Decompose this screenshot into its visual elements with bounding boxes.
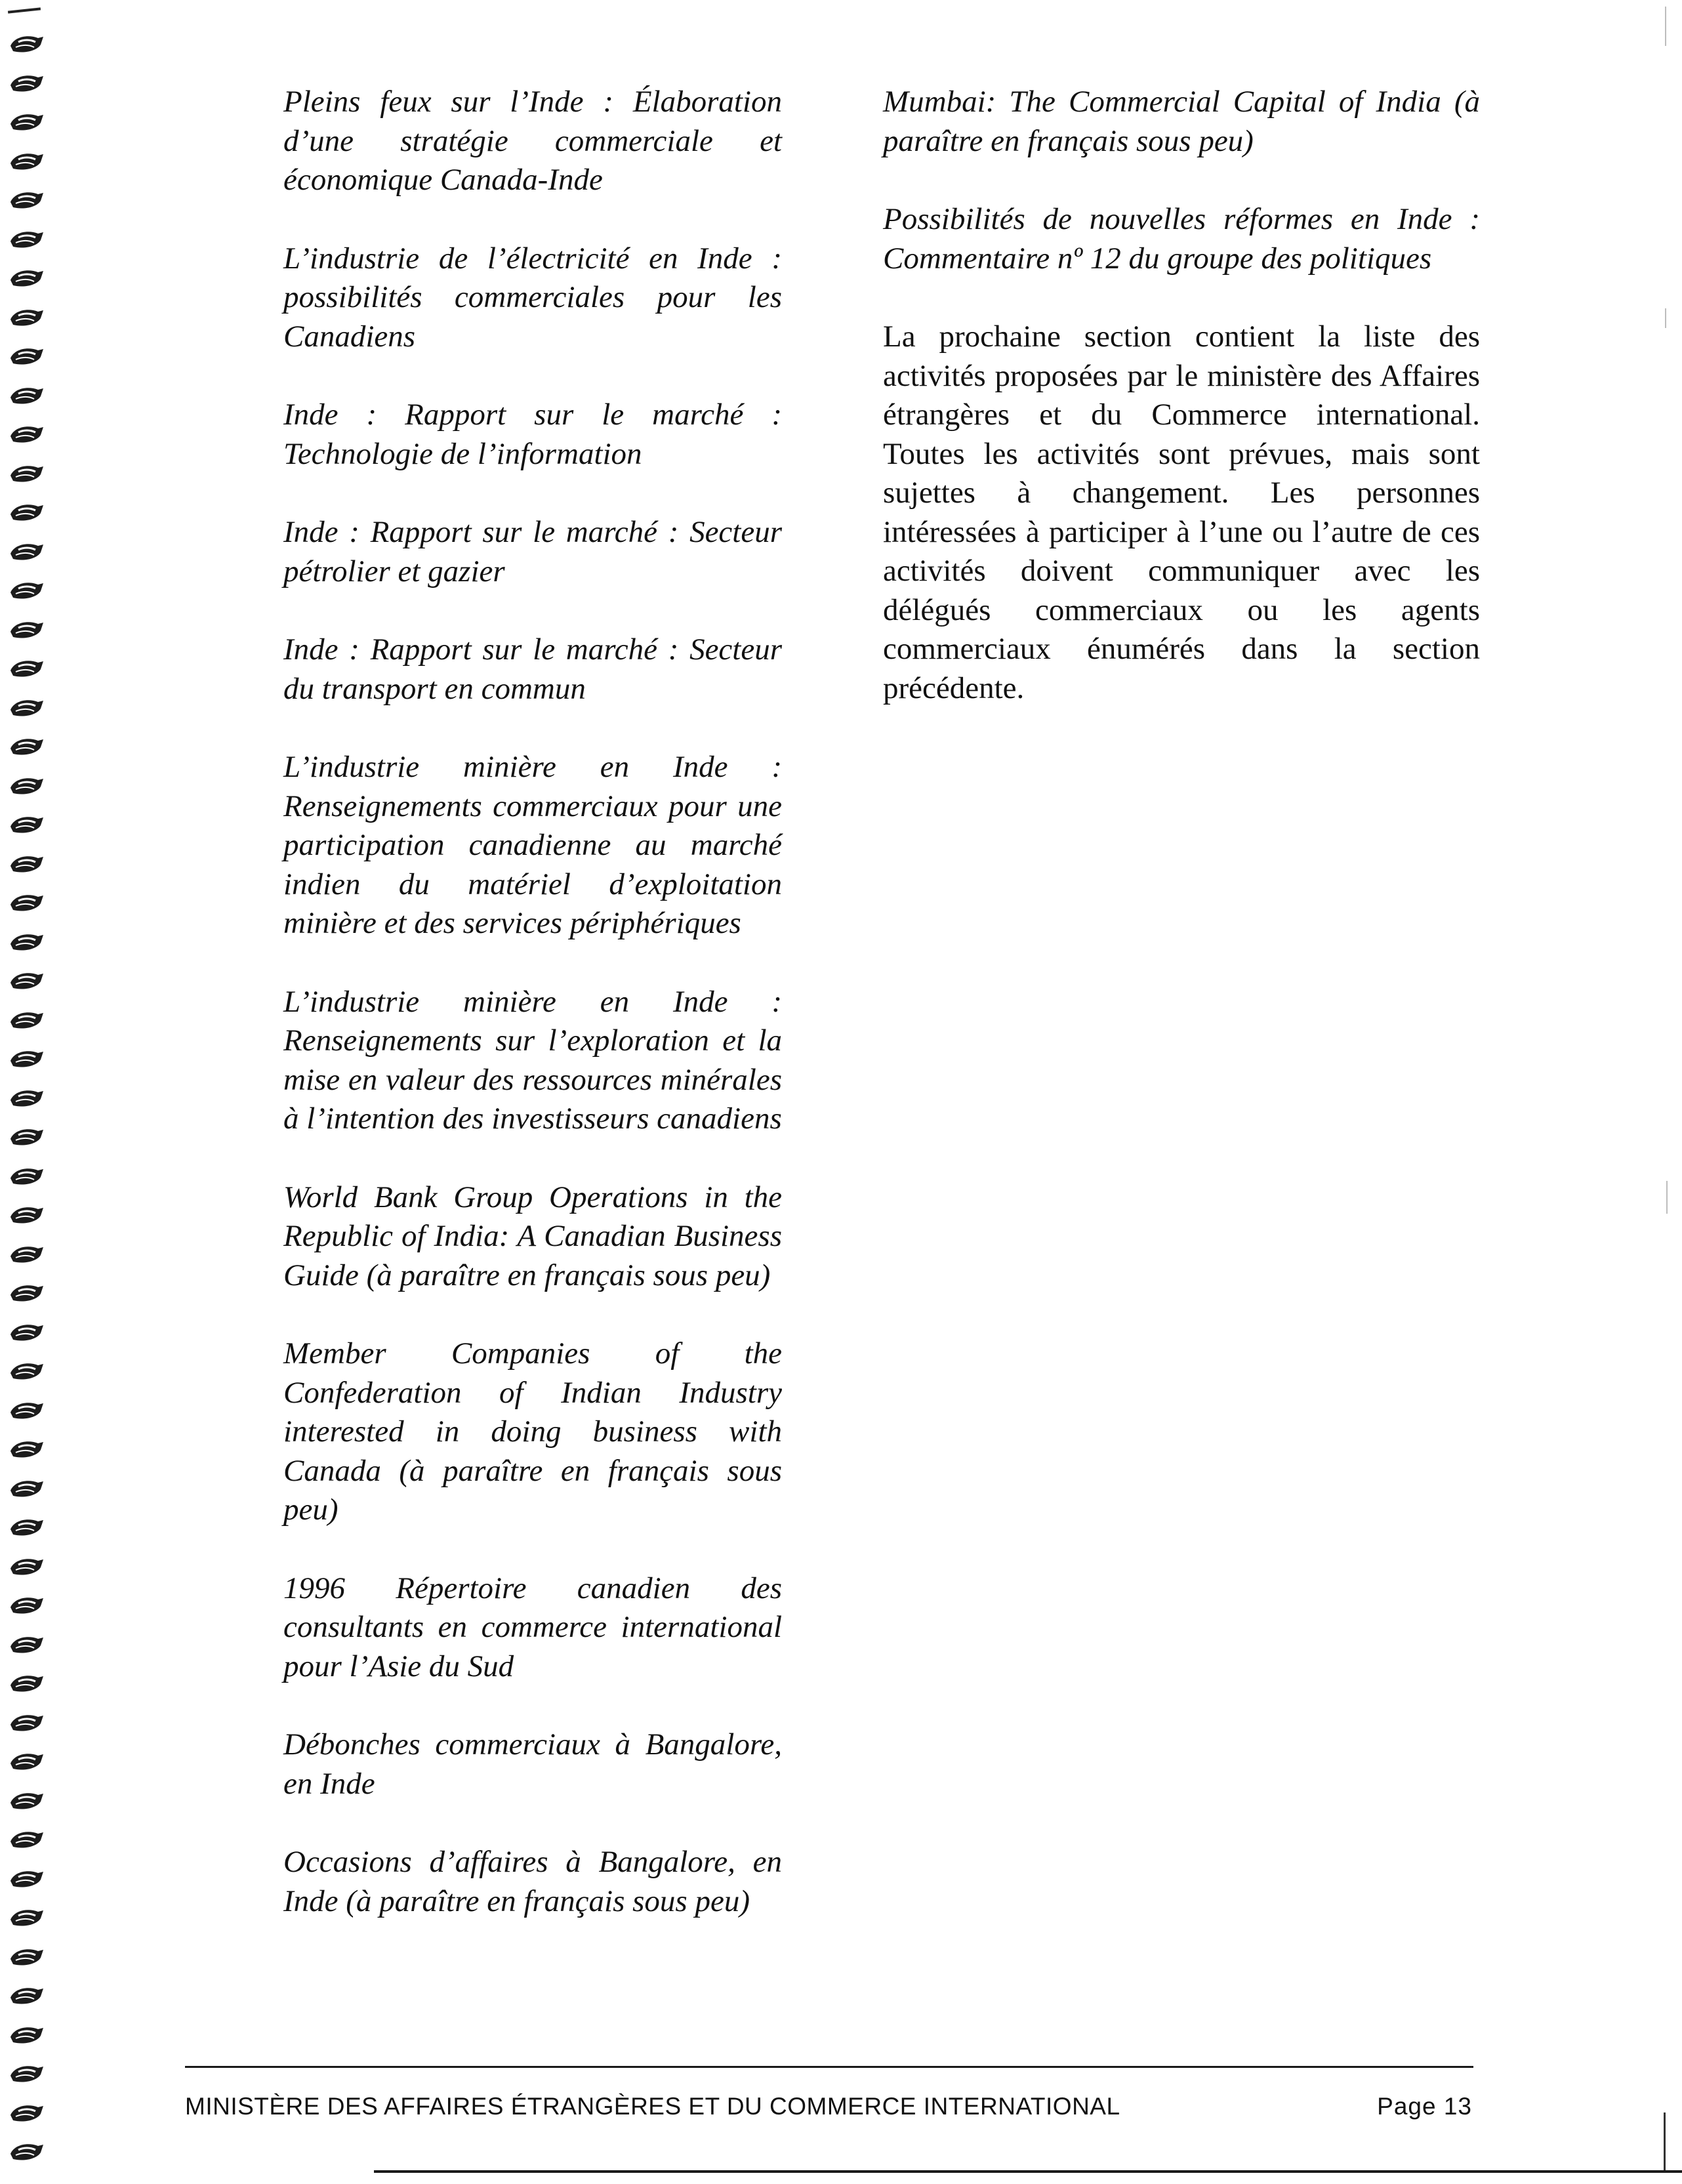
binding-coil	[8, 1710, 47, 1737]
publication-title: L’industrie de l’électricité en Inde : possibilités commerciales pour les Canadiens	[283, 241, 782, 354]
binding-coil	[8, 890, 47, 917]
binding-coil	[8, 422, 47, 448]
binding-coil	[8, 1945, 47, 1971]
binding-coil	[8, 383, 47, 409]
publication-title: Inde : Rapport sur le marché : Technologie de l’information	[283, 398, 782, 471]
binding-coil	[8, 71, 47, 97]
edge-mark	[1664, 2112, 1666, 2172]
binding-coil	[8, 1242, 47, 1268]
publication-title: Pleins feux sur l’Inde : Élaboration d’une stratégie commerciale et économique Canada-Inde	[283, 85, 782, 197]
binding-coil	[8, 1515, 47, 1541]
binding-coil	[8, 266, 47, 292]
binding-coil	[8, 2061, 47, 2088]
binding-coil	[8, 1749, 47, 1775]
publication-title: Inde : Rapport sur le marché : Secteur pétrolier et gazier	[283, 515, 782, 588]
binding-coil	[8, 1203, 47, 1229]
binding-coil	[8, 1593, 47, 1619]
binding-coil	[8, 1046, 47, 1073]
binding-coil	[8, 227, 47, 253]
binding-coil	[8, 1398, 47, 1424]
binding-coil	[8, 1554, 47, 1580]
binding-coil	[8, 2023, 47, 2049]
edge-mark	[1665, 7, 1666, 46]
binding-coil	[8, 734, 47, 760]
binding-coil	[8, 656, 47, 682]
publication-title: World Bank Group Operations in the Republic of India: A Canadian Business Guide (à paraître en français sous peu)	[283, 1180, 782, 1292]
binding-coil	[8, 1905, 47, 1931]
binding-coil	[8, 578, 47, 604]
binding-coil	[8, 461, 47, 487]
binding-coil	[8, 305, 47, 331]
edge-mark	[1665, 308, 1666, 328]
binding-coil	[8, 1086, 47, 1112]
binding-coil	[8, 1437, 47, 1463]
publication-title: Possibilités de nouvelles réformes en Inde : Commentaire nº 12 du groupe des politiques	[883, 202, 1480, 276]
binding-coil	[8, 539, 47, 566]
page-bottom-edge	[374, 2170, 1682, 2173]
binding-coil	[8, 852, 47, 878]
binding-coil	[8, 968, 47, 995]
next-section-paragraph: La prochaine section contient la liste des activités proposées par le ministère des Affaires étrangères et du Commerce international. Toutes les activités sont prévues, mais sont sujettes à changement. Les personnes intéressées à participer à l’une ou l’autre de ces activités doivent communiquer avec les délégués commerciaux ou les agents commerciaux énumérés dans la section précédente.	[883, 319, 1480, 705]
binding-coil	[8, 1671, 47, 1697]
right-column	[883, 83, 1480, 708]
publication-title: Débonches commerciaux à Bangalore, en Inde	[283, 1727, 782, 1801]
publication-title: Inde : Rapport sur le marché : Secteur du transport en commun	[283, 632, 782, 706]
publication-title: Occasions d’affaires à Bangalore, en Inde (à paraître en français sous peu)	[283, 1845, 782, 1918]
binding-coil	[8, 1359, 47, 1385]
binding-coil	[8, 1476, 47, 1502]
publication-title: Mumbai: The Commercial Capital of India (à paraître en français sous peu)	[883, 85, 1480, 158]
publication-list-left	[283, 83, 782, 1960]
publication-title: 1996 Répertoire canadien des consultants en commerce international pour l’Asie du Sud	[283, 1571, 782, 1683]
binding-coil	[8, 500, 47, 526]
binding-coil	[8, 2139, 47, 2166]
binding-coil	[8, 1281, 47, 1307]
binding-coil	[8, 1866, 47, 1893]
footer-page-number: Page 13	[1377, 2093, 1472, 2120]
binding-coil	[8, 773, 47, 800]
binding-coil	[8, 1983, 47, 2009]
binding-coil	[8, 1788, 47, 1815]
binding-coil	[8, 1632, 47, 1659]
binding-coil	[8, 188, 47, 214]
binding-coil	[8, 1320, 47, 1346]
binding-coil	[8, 1164, 47, 1190]
footer-rule	[185, 2066, 1473, 2068]
publication-title: L’industrie minière en Inde : Renseignements commerciaux pour une participation canadienne au marché indien du matériel d’exploitation minière et des services périphériques	[283, 750, 782, 940]
binding-coil	[8, 812, 47, 838]
binding-coil	[8, 1124, 47, 1151]
publication-title: L’industrie minière en Inde : Renseignements sur l’exploration et la mise en valeur des ressources minérales à l’intention des investisseurs canadiens	[283, 984, 782, 1136]
binding-coil	[8, 344, 47, 370]
publication-title: Member Companies of the Confederation of Indian Industry interested in doing business with Canada (à paraître en français sous peu)	[283, 1336, 782, 1527]
binding-coil	[8, 930, 47, 956]
binding-coil	[8, 1008, 47, 1034]
edge-mark	[1666, 1181, 1668, 1214]
binding-coil	[8, 31, 47, 58]
binding-coil	[8, 1827, 47, 1853]
binding-coil	[8, 149, 47, 175]
binding-coil	[8, 110, 47, 136]
footer-department: MINISTÈRE DES AFFAIRES ÉTRANGÈRES ET DU COMMERCE INTERNATIONAL	[185, 2093, 1120, 2120]
binding-coil	[8, 695, 47, 722]
binding-top-mark	[8, 7, 41, 13]
spiral-binding	[5, 0, 51, 2184]
binding-coil	[8, 2101, 47, 2127]
binding-coil	[8, 617, 47, 644]
